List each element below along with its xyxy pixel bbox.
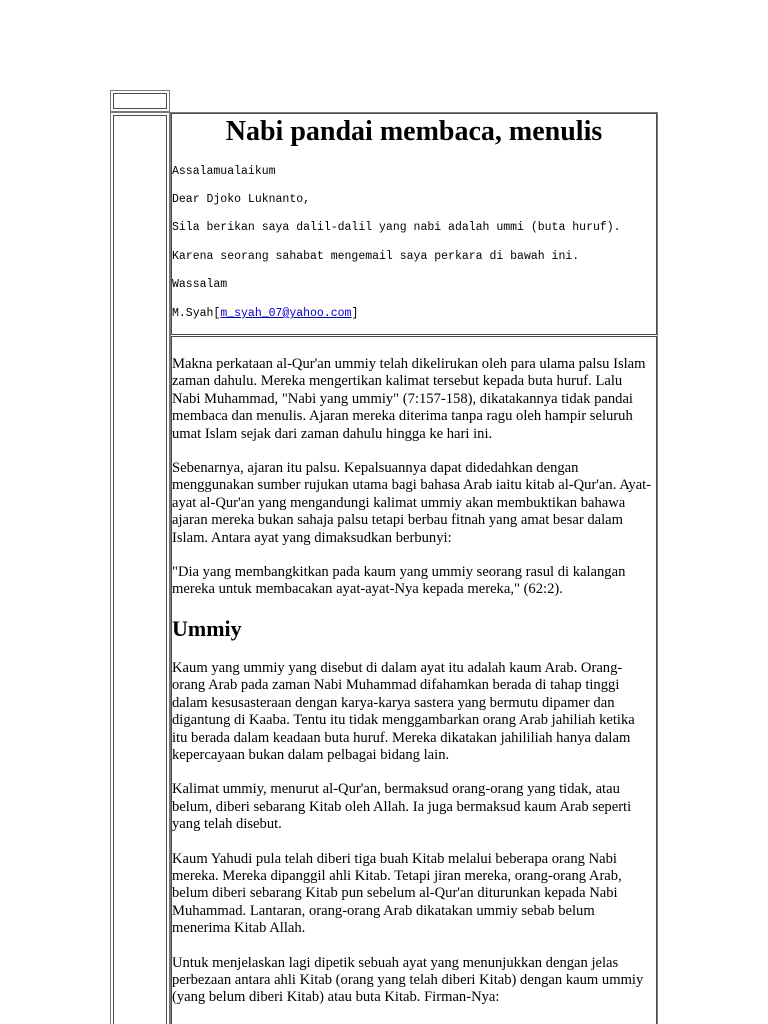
quote-paragraph: "Dia yang membangkitkan pada kaum yang ummiy seorang rasul di kalangan mereka untuk membacakan ayat-ayat-Nya kepada mereka," (62:2).	[172, 564, 626, 598]
article-body	[172, 356, 652, 1024]
salutation-text: Dear Djoko Luknanto,	[172, 193, 311, 206]
request-text: Sila berikan saya dalil-dalil yang nabi adalah ummi (buta huruf).	[172, 221, 621, 234]
paragraph: Kalimat ummiy, menurut al-Qur'an, bermaksud orang-orang yang tidak, atau belum, diberi sebarang Kitab oleh Allah. Ia juga bermaksud kaum Arab seperti yang telah disebut.	[172, 781, 632, 833]
paragraph: Kaum Yahudi pula telah diberi tiga buah Kitab melalui beberapa orang Nabi mereka. Mereka dipanggil ahli Kitab. Tetapi jiran mereka, orang-orang Arab, belum diberi sebarang Kitab pun sebelum al-Qur'an diturunkan kepada Nabi Muhammad. Lantaran, orang-orang Arab dikatakan ummiy sebab belum menerima Kitab Allah.	[172, 850, 622, 937]
paragraph: Kaum yang ummiy yang disebut di dalam ayat itu adalah kaum Arab. Orang-orang Arab pada zaman Nabi Muhammad difahamkan berada di tahap tinggi dalam kesusasteraan dengan karya-karya sastera yang bermutu dipamer dan digantung di Kaaba. Tentu itu tidak menggambarkan orang Arab jahiliah ketika itu berada dalam keadaan buta huruf. Mereka dikatakan jahililiah hanya dalam kepercayaan bukan dalam pelbagai bidang lain.	[172, 659, 635, 763]
left-top-frame-inner	[113, 93, 167, 109]
greeting-text: Assalamualaikum	[172, 165, 276, 178]
section-heading: Ummiy	[172, 615, 242, 641]
sender-name: M.Syah[	[172, 307, 221, 320]
sender-line	[172, 307, 642, 321]
paragraph: Sebenarnya, ajaran itu palsu. Kepalsuannya dapat didedahkan dengan menggunakan sumber rujukan utama bagi bahasa Arab iaitu kitab al-Qur'an. Ayat-ayat al-Qur'an yang mengandungi kalimat ummiy akan membuktikan bahawa ajaran mereka bukan sahaja palsu tetapi berbau fitnah yang amat besar dalam Islam. Antara ayat yang dimaksudkan berbunyi:	[172, 460, 652, 546]
left-column-frame-inner	[113, 115, 167, 1024]
sender-email-link[interactable]: m_syah_07@yahoo.com	[220, 307, 352, 320]
page-title: Nabi pandai membaca, menulis	[225, 116, 603, 147]
paragraph: Makna perkataan al-Qur'an ummiy telah dikelirukan oleh para ulama palsu Islam zaman dahulu. Mereka mengertikan kalimat tersebut kepada buta huruf. Lalu Nabi Muhammad, "Nabi yang ummiy" (7:157-158), dikatakannya tidak pandai membaca dan menulis. Ajaran mereka diterima tanpa ragu oleh hampir seluruh umat Islam sejak dari zaman dahulu hingga ke hari ini.	[172, 356, 646, 442]
paragraph: Untuk menjelaskan lagi dipetik sebuah ayat yang menunjukkan dengan jelas perbezaan antara ahli Kitab (orang yang telah diberi Kitab) dengan kaum ummiy (yang belum diberi Kitab) atau buta Kitab. Firman-Nya:	[172, 954, 644, 1006]
reason-text: Karena seorang sahabat mengemail saya perkara di bawah ini.	[172, 250, 580, 263]
sender-end: ]	[351, 307, 359, 320]
closing-text: Wassalam	[172, 278, 228, 291]
